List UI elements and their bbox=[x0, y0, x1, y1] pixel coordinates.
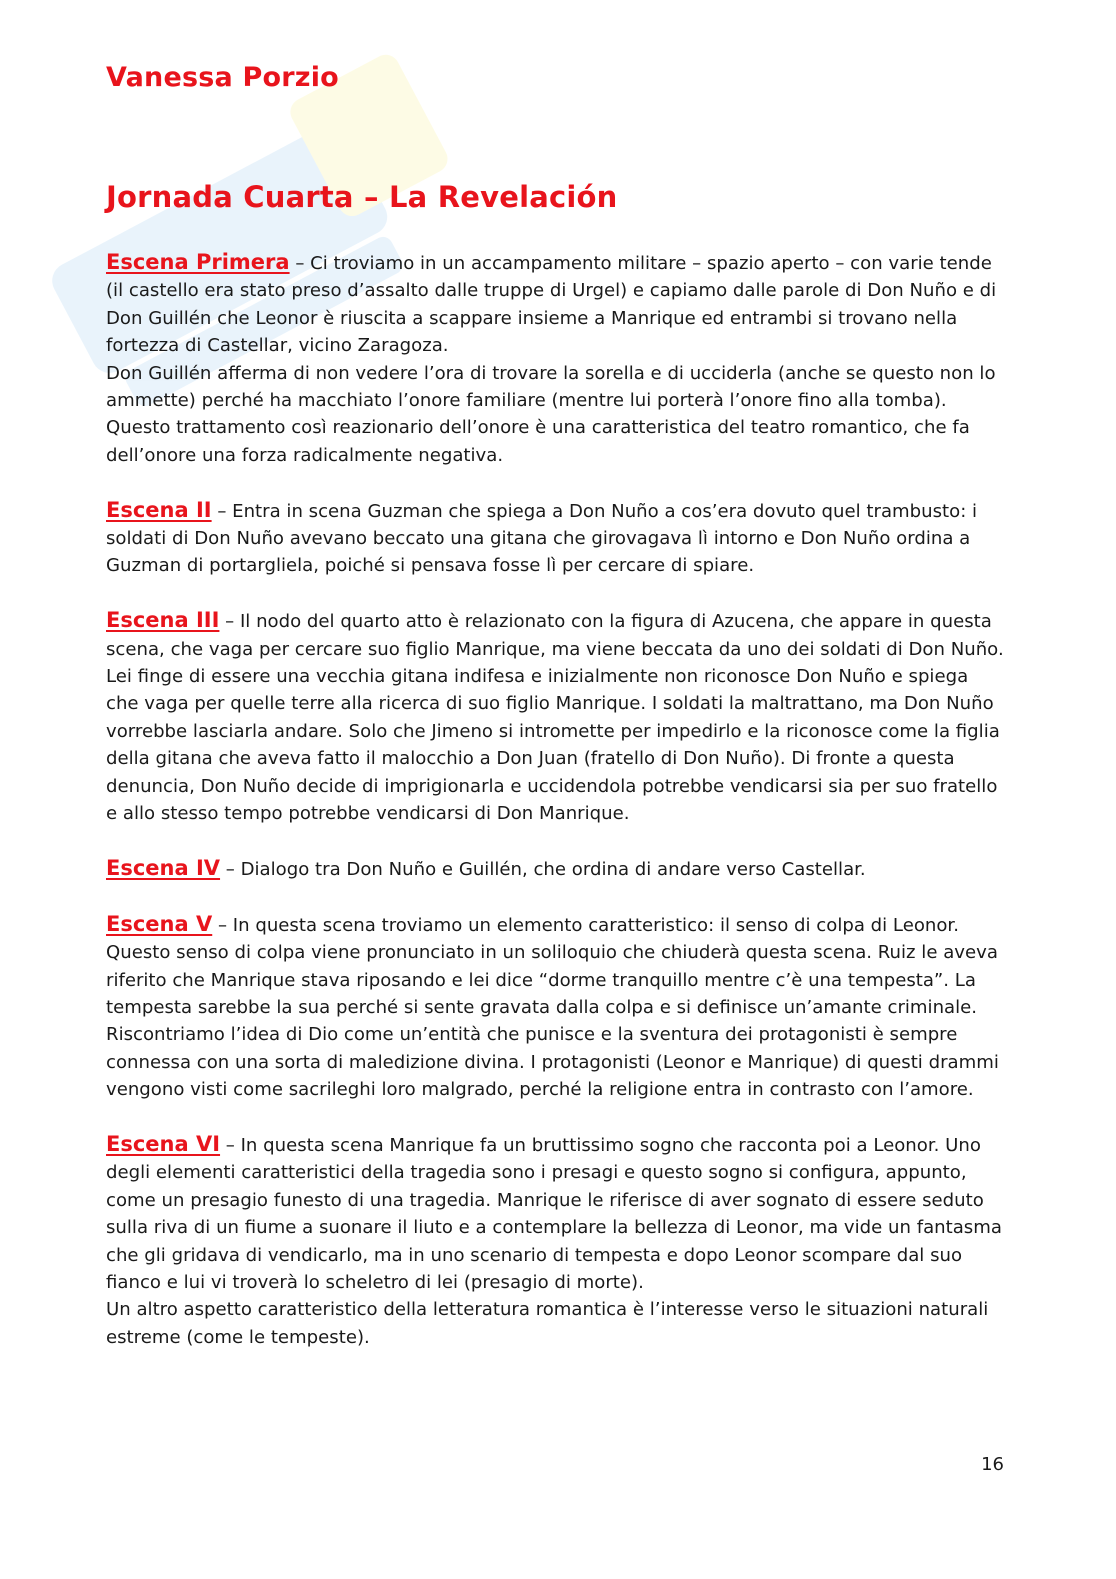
scene-paragraph bbox=[106, 1131, 1006, 1296]
scene-label: Escena V bbox=[106, 911, 213, 936]
scene-text: – Il nodo del quarto atto è relazionato con la figura di Azucena, che appare in questa scena, che vaga per cercare suo figlio Manrique, ma viene beccata da uno dei soldati di Don Nuño. Lei finge di essere una vecchia gitana indifesa e inizialmente non riconosce Don Nuño e spiega che vaga per quelle terre alla ricerca di suo figlio Manrique. I soldati la maltrattano, ma Don Nuño vorrebbe lasciarla andare. Solo che Jimeno si intromette per impedirlo e la riconosce come la figlia della gitana che aveva fatto il malocchio a Don Juan (fratello di Don Nuño). Di fronte a questa denuncia, Don Nuño decide di imprigionarla e uccidendola potrebbe vendicarsi sia per suo fratello e allo stesso tempo potrebbe vendicarsi di Don Manrique. bbox=[106, 611, 1004, 825]
scene-v bbox=[106, 911, 1006, 1104]
scene-paragraph: Riscontriamo l’idea di Dio come un’entità che punisce e la sventura dei protagonisti è sempre connessa con una sorta di maledizione divina. I protagonisti (Leonor e Manrique) di questi drammi vengono visti come sacrileghi loro malgrado, perché la religione entra in contrasto con l’amore. bbox=[106, 1024, 999, 1101]
scene-paragraph bbox=[106, 911, 1006, 1022]
scene-label: Escena IV bbox=[106, 855, 221, 880]
scene-iii bbox=[106, 607, 1006, 827]
scene-paragraph bbox=[106, 607, 1006, 827]
author-name: Vanessa Porzio bbox=[106, 62, 339, 93]
page-number: 16 bbox=[981, 1454, 1004, 1475]
scene-text: – In questa scena Manrique fa un bruttissimo sogno che racconta poi a Leonor. Uno degli elementi caratteristici della tragedia sono i presagi e questo sogno si configura, appunto, come un presagio funesto di una tragedia. Manrique le riferisce di aver sognato di essere seduto sulla riva di un fiume a suonare il liuto e a contemplare la bellezza di Leonor, ma vide un fantasma che gli gridava di vendicarlo, ma in uno scenario di tempesta e dopo Leonor scompare dal suo fianco e lui vi troverà lo scheletro di lei (presagio di morte). bbox=[106, 1134, 1002, 1293]
scene-text: – Dialogo tra Don Nuño e Guillén, che ordina di andare verso Castellar. bbox=[220, 858, 866, 880]
scene-paragraph bbox=[106, 855, 1006, 883]
scene-vi bbox=[106, 1131, 1006, 1351]
scenes-list bbox=[106, 249, 1006, 1379]
scene-paragraph: Don Guillén afferma di non vedere l’ora di trovare la sorella e di ucciderla (anche se questo non lo ammette) perché ha macchiato l’onore familiare (mentre lui porterà l’onore fino alla tomba). Questo trattamento così reazionario dell’onore è una caratteristica del teatro romantico, che fa dell’onore una forza radicalmente negativa. bbox=[106, 362, 996, 466]
scene-label: Escena II bbox=[106, 497, 212, 522]
scene-paragraph bbox=[106, 497, 1006, 580]
section-title: Jornada Cuarta – La Revelación bbox=[106, 180, 618, 214]
scene-text: – In questa scena troviamo un elemento caratteristico: il senso di colpa di Leonor. Questo senso di colpa viene pronunciato in un soliloquio che chiuderà questa scena. Ruiz le aveva riferito che Manrique stava riposando e lei dice “dorme tranquillo mentre c’è una tempesta”. La tempesta sarebbe la sua perché si sente gravata dalla colpa e si definisce un’amante criminale. bbox=[106, 914, 998, 1018]
scene-label: Escena VI bbox=[106, 1131, 221, 1156]
scene-label: Escena III bbox=[106, 608, 220, 633]
scene-label: Escena Primera bbox=[106, 250, 290, 274]
scene-text: – Entra in scena Guzman che spiega a Don Nuño a cos’era dovuto quel trambusto: i soldati di Don Nuño avevano beccato una gitana che girovagava lì intorno e Don Nuño ordina a Guzman di portargliela, poiché si pensava fosse lì per cercare di spiare. bbox=[106, 500, 978, 577]
scene-text: – Ci troviamo in un accampamento militare – spazio aperto – con varie tende (il castello era stato preso d’assalto dalle truppe di Urgel) e capiamo dalle parole di Don Nuño e di Don Guillén che Leonor è riuscita a scappare insieme a Manrique ed entrambi si trovano nella fortezza di Castellar, vicino Zaragoza. bbox=[106, 253, 997, 357]
scene-primera bbox=[106, 249, 1006, 469]
scene-paragraph bbox=[106, 249, 1006, 360]
scene-paragraph: Un altro aspetto caratteristico della letteratura romantica è l’interesse verso le situazioni naturali estreme (come le tempeste). bbox=[106, 1299, 989, 1348]
scene-iv bbox=[106, 855, 1006, 883]
scene-ii bbox=[106, 497, 1006, 580]
